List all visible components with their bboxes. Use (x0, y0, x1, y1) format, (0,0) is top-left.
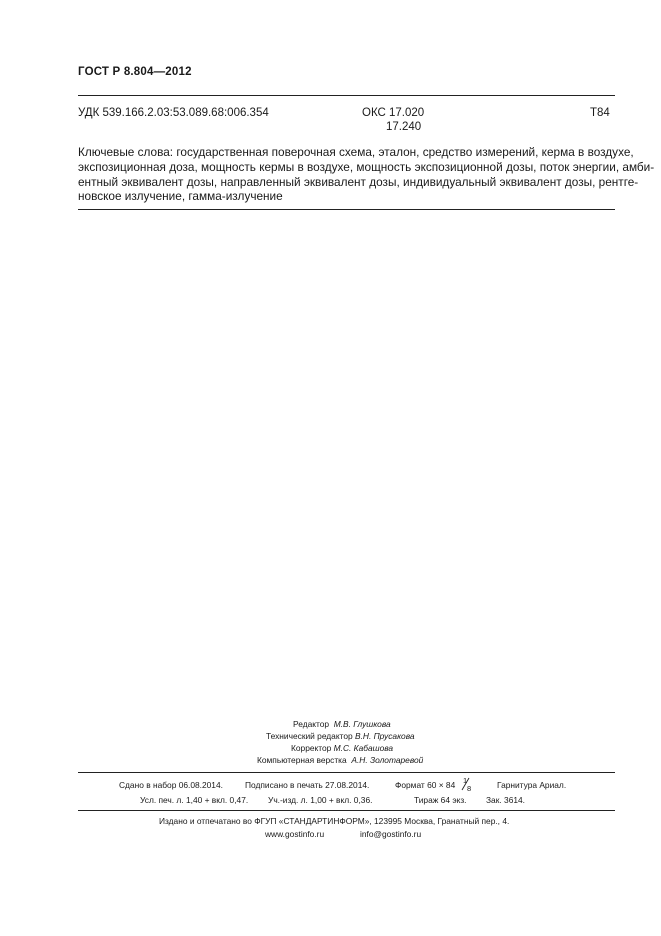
tech-editor-line (266, 731, 415, 741)
corrector-line (291, 743, 393, 753)
layout-label: Компьютерная верстка (257, 755, 347, 765)
tech-editor-label: Технический редактор (266, 731, 353, 741)
corrector-label: Корректор (291, 743, 332, 753)
keywords-rule (78, 209, 615, 210)
tech-editor-name: В.Н. Прусакова (354, 731, 415, 741)
order-number: Зак. 3614. (486, 795, 525, 805)
keywords-line: ентный эквивалент дозы, направленный эквивалент дозы, индивидуальный эквивалент дозы, рентге- (78, 175, 639, 189)
format-label: Формат 60 × 84 (395, 780, 456, 790)
submitted-date: Сдано в набор 06.08.2014. (119, 780, 223, 790)
publisher-line: Издано и отпечатано во ФГУП «СТАНДАРТИНФОРМ», 123995 Москва, Гранатный пер., 4. (159, 816, 510, 826)
format-fraction-numerator: 1 (463, 776, 468, 785)
editor-line (293, 719, 391, 729)
printed-sheets: Усл. печ. л. 1,40 + вкл. 0,47. (140, 795, 249, 805)
udk-code: УДК 539.166.2.03:53.089.68:006.354 (78, 107, 269, 119)
corrector-name: М.С. Кабашова (333, 743, 394, 753)
signed-date: Подписано в печать 27.08.2014. (245, 780, 370, 790)
layout-line (257, 755, 423, 765)
print-run: Тираж 64 экз. (414, 795, 467, 805)
layout-name: А.Н. Золотаревой (351, 755, 424, 765)
paper-format (395, 780, 455, 790)
format-fraction-denominator: 8 (467, 784, 472, 793)
imprint-rule-top (78, 772, 615, 773)
header-rule (78, 95, 615, 96)
publishing-sheets: Уч.-изд. л. 1,00 + вкл. 0,36. (268, 795, 373, 805)
keywords-line: новское излучение, гамма-излучение (78, 189, 283, 203)
editor-label: Редактор (293, 719, 330, 729)
keywords-line: экспозиционная доза, мощность кермы в воздухе, мощность экспозиционной дозы, поток энергии, амби- (78, 160, 655, 174)
standard-number: ГОСТ Р 8.804—2012 (78, 66, 192, 78)
oks-code-2: 17.240 (386, 121, 422, 133)
typeface: Гарнитура Ариал. (497, 780, 567, 790)
keywords-line: Ключевые слова: государственная поверочная схема, эталон, средство измерений, керма в воздухе, (78, 145, 634, 159)
imprint-rule-bottom (78, 810, 615, 811)
editor-name: М.В. Глушкова (333, 719, 391, 729)
oks-code-1: ОКС 17.020 (362, 107, 425, 119)
website-link[interactable]: www.gostinfo.ru (265, 829, 325, 839)
email-link[interactable]: info@gostinfo.ru (360, 829, 422, 839)
t-code: Т84 (590, 107, 610, 119)
